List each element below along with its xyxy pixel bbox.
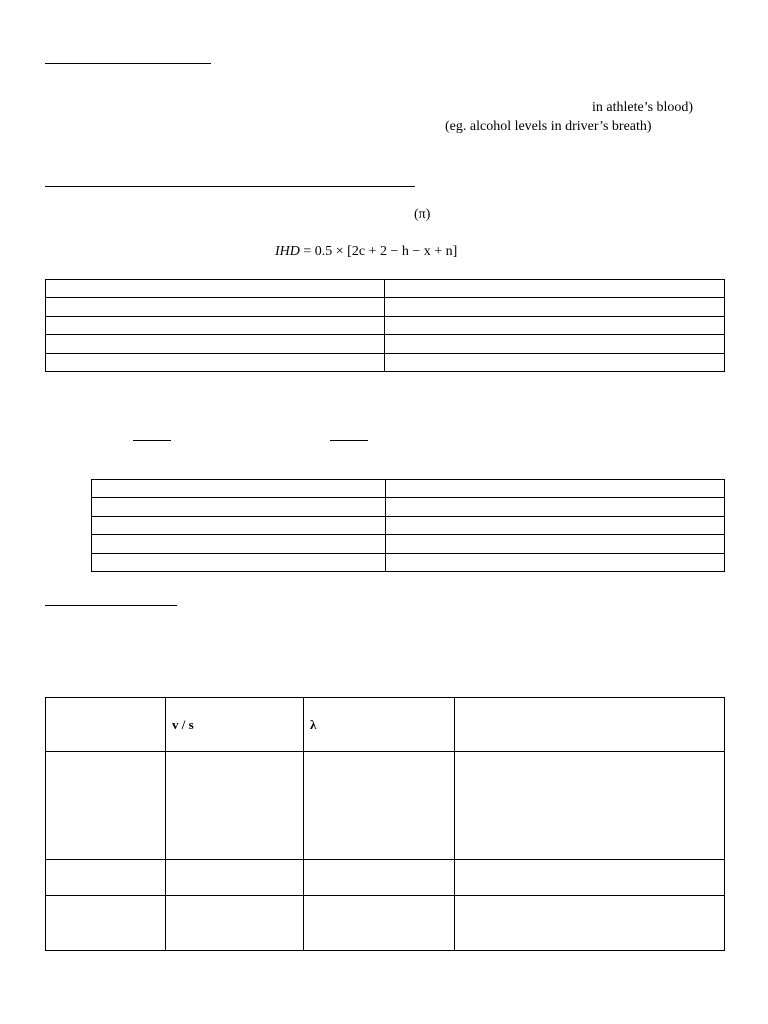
table-cell	[46, 298, 385, 316]
heading-underline-3	[45, 605, 177, 606]
table-2	[91, 479, 725, 572]
header-lambda	[304, 698, 455, 752]
table-row	[92, 553, 725, 571]
example-athlete-blood: in athlete’s blood)	[592, 100, 694, 115]
table-cell	[92, 480, 386, 498]
header-v-over-s	[166, 698, 304, 752]
table-cell	[386, 516, 725, 534]
table-row	[92, 498, 725, 516]
table-row	[46, 298, 725, 316]
table-cell	[46, 335, 385, 353]
table-cell	[46, 860, 166, 896]
table-row	[46, 316, 725, 334]
table-cell	[166, 860, 304, 896]
table-cell	[455, 860, 725, 896]
table-cell	[455, 896, 725, 951]
table-row	[46, 353, 725, 371]
table-cell	[385, 316, 725, 334]
table-cell	[386, 498, 725, 516]
table-cell	[92, 553, 386, 571]
table-row	[46, 280, 725, 298]
ihd-equation	[275, 243, 457, 261]
header-lambda-label: λ	[310, 717, 317, 732]
table-cell	[166, 752, 304, 860]
ihd-lhs: IHD	[275, 244, 300, 259]
table-cell	[166, 896, 304, 951]
table-cell	[386, 535, 725, 553]
table-1	[45, 279, 725, 372]
table-cell	[304, 896, 455, 951]
table-cell	[304, 752, 455, 860]
blank-underline-1	[133, 440, 171, 441]
table-cell	[46, 280, 385, 298]
table-row	[46, 752, 725, 860]
heading-underline-1	[45, 63, 211, 64]
table-cell	[46, 698, 166, 752]
table-row	[46, 335, 725, 353]
table-cell	[385, 298, 725, 316]
example-alcohol-breath: (eg. alcohol levels in driver’s breath)	[445, 119, 652, 134]
table-cell	[46, 316, 385, 334]
spectroscopy-table	[45, 697, 725, 951]
table-cell	[385, 335, 725, 353]
table-cell	[92, 516, 386, 534]
table-cell	[46, 896, 166, 951]
table-cell	[455, 752, 725, 860]
ihd-rhs: = 0.5 × [2c + 2 − h − x + n]	[303, 244, 458, 259]
table-row	[46, 896, 725, 951]
table-cell	[304, 860, 455, 896]
pi-label: (π)	[414, 207, 431, 222]
table-row	[92, 516, 725, 534]
table-cell	[386, 553, 725, 571]
table-cell	[455, 698, 725, 752]
table-cell	[92, 498, 386, 516]
table-cell	[386, 480, 725, 498]
table-row	[46, 860, 725, 896]
blank-underline-2	[330, 440, 368, 441]
header-v-over-s-label: v / s	[172, 717, 194, 732]
table-cell	[92, 535, 386, 553]
table-row	[92, 535, 725, 553]
table-cell	[46, 353, 385, 371]
heading-underline-2	[45, 186, 415, 187]
table-header-row	[46, 698, 725, 752]
table-cell	[385, 353, 725, 371]
table-row	[92, 480, 725, 498]
table-cell	[385, 280, 725, 298]
table-cell	[46, 752, 166, 860]
